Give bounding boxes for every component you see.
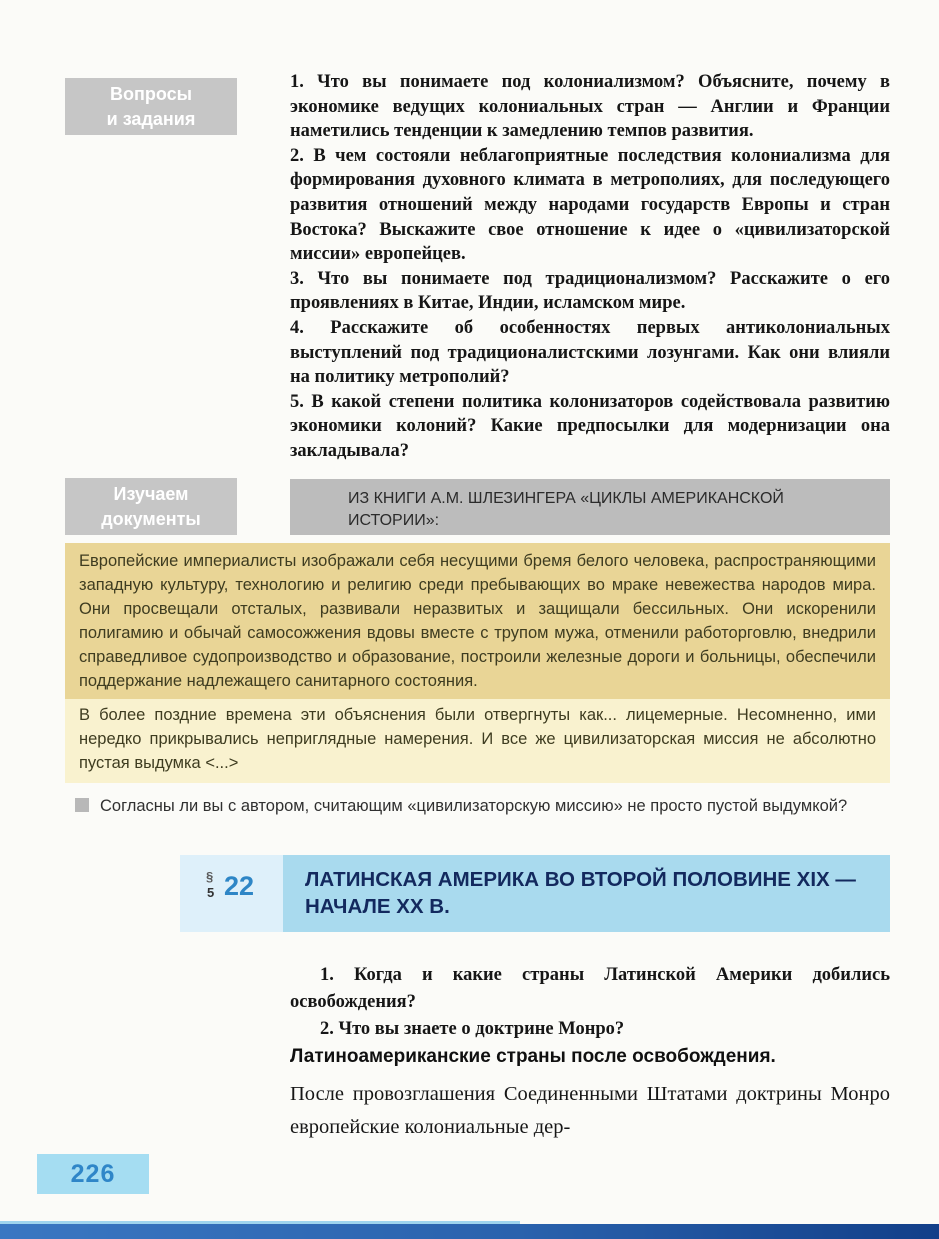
section-number: 22	[224, 871, 255, 901]
section-questions-list	[290, 962, 890, 1043]
document-source-heading: ИЗ КНИГИ А.М. ШЛЕЗИНГЕРА «ЦИКЛЫ АМЕРИКАНСКОЙ ИСТОРИИ»:	[290, 479, 890, 535]
page-number-badge: 226	[37, 1154, 149, 1194]
question-item: 4. Расскажите об особенностях первых антиколониальных выступлений под традиционалистскими лозунгами. Как они влияли на политику метрополий?	[290, 317, 890, 388]
questions-label-line1: Вопросы	[109, 84, 192, 104]
section-question-item: 1. Когда и какие страны Латинской Америки добились освобождения?	[290, 965, 890, 1012]
question-item: 1. Что вы понимаете под колониализмом? Объясните, почему в экономике ведущих колониальных стран — Англии и Франции наметились тенденции к замедлению темпов развития.	[290, 72, 890, 142]
document-quote-paragraph-1: Европейские империалисты изображали себя несущими бремя белого человека, распространяющими западную культуру, технологию и религию среди пребывающих во мраке невежества народов мира. Они просвещали отсталых, развивали неразвитых и защищали бессильных. Они искоренили полигамию и обычай самосожжения вдовы вместе с трупом мужа, отменили работорговлю, внедрили справедливое судопроизводство и образование, построили железные дороги и больницы, обеспечили поддержание надлежащего санитарного состояния.	[65, 543, 890, 699]
question-item: 2. В чем состояли неблагоприятные последствия колониализма для формирования духовного климата в метрополиях, для последующего развития отношений между народами государств Европы и стран Востока? Выскажите свое отношение к идее о «цивилизаторской миссии» европейцев.	[290, 145, 890, 265]
documents-label-box	[65, 478, 237, 535]
question-item: 3. Что вы понимаете под традиционализмом? Расскажите о его проявлениях в Китае, Индии, исламском мире.	[290, 268, 890, 314]
paragraph-mark: §	[206, 869, 214, 884]
questions-label-line2: и задания	[106, 109, 196, 130]
body-paragraph: После провозглашения Соединенными Штатами доктрины Монро европейские колониальные дер-	[290, 1083, 890, 1138]
documents-label-line1: Изучаем	[113, 484, 189, 504]
document-quote-paragraph-2: В более поздние времена эти объяснения были отвергнуты как... лицемерные. Несомненно, ими нередко прикрывались неприглядные намерения. И все же цивилизаторская миссия не абсолютно пустая выдумка <...>	[65, 699, 890, 783]
section-number-box	[180, 855, 283, 932]
questions-label-box	[65, 78, 237, 135]
section-title: ЛАТИНСКАЯ АМЕРИКА ВО ВТОРОЙ ПОЛОВИНЕ XIX —НАЧАЛЕ XX В.	[283, 855, 890, 932]
questions-list	[290, 70, 890, 464]
documents-label-line2: документы	[101, 509, 201, 530]
section-question-item: 2. Что вы знаете о доктрине Монро?	[320, 1019, 625, 1039]
paragraph-subheading: Латиноамериканские страны после освобождения.	[290, 1046, 776, 1067]
question-item: 5. В какой степени политика колонизаторов содействовала развитию экономики колоний? Какие предпосылки для модернизации она закладывала?	[290, 391, 890, 461]
square-bullet-icon	[75, 798, 89, 812]
bottom-blue-bar	[0, 1224, 939, 1239]
discussion-question: Согласны ли вы с автором, считающим «цивилизаторскую миссию» не просто пустой выдумкой?	[100, 797, 848, 815]
paragraph-submark: 5	[207, 885, 215, 900]
